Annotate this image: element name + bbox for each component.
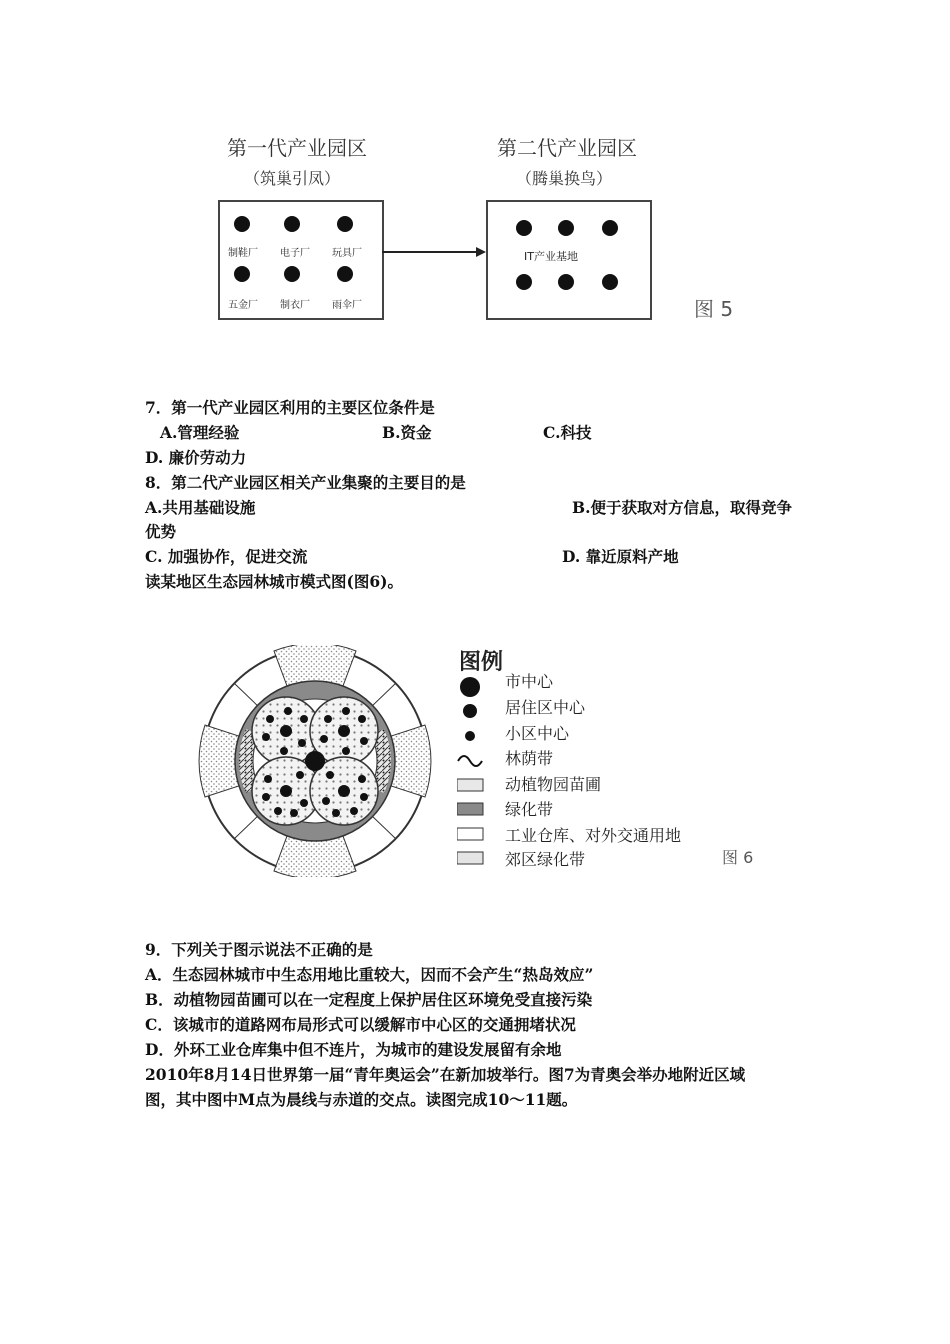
q8-option-d: D. 靠近原料产地 (562, 547, 679, 566)
legend-item-industry: 工业仓库、对外交通用地 (505, 826, 682, 845)
q9-stem: 9．下列关于图示说法不正确的是 (145, 940, 373, 959)
city-center-symbol-icon (460, 677, 480, 697)
second-gen-park-box (486, 200, 652, 320)
fig5-caption: 图 5 (694, 297, 734, 321)
residential-center-symbol-icon (463, 704, 477, 718)
q9-option-d: D．外环工业仓库集中但不连片，为城市的建设发展留有余地 (145, 1040, 562, 1059)
factory-label: 五金厂 (228, 300, 258, 311)
enterprise-dot (558, 220, 574, 236)
fig5-right-subtitle: （腾巢换鸟） (516, 169, 613, 188)
q8-option-b-cont: 优势 (145, 522, 177, 541)
neighborhood-center-symbol-icon (465, 731, 475, 741)
green-belt-symbol-icon (457, 803, 483, 815)
factory-dot (337, 216, 353, 232)
eco-city-model-diagram (190, 645, 440, 877)
q8-stem: 8．第二代产业园区相关产业集聚的主要目的是 (145, 473, 466, 492)
q8-option-b: B.便于获取对方信息，取得竞争 (572, 498, 792, 517)
enterprise-dot (516, 220, 532, 236)
fig6-intro: 读某地区生态园林城市模式图(图6)。 (145, 572, 403, 591)
enterprise-dot (558, 274, 574, 290)
transition-arrow (380, 244, 488, 260)
q10-intro-line1: 2010年8月14日世界第一届“青年奥运会”在新加坡举行。图7为青奥会举办地附近区域 (145, 1065, 746, 1084)
tree-belt-symbol-icon (458, 756, 482, 766)
legend-item-zoo-nursery: 动植物园苗圃 (505, 775, 602, 794)
fig5-left-title: 第一代产业园区 (227, 136, 367, 160)
factory-label: 制鞋厂 (228, 248, 258, 259)
legend-item-green-belt: 绿化带 (505, 800, 554, 819)
enterprise-dot (516, 274, 532, 290)
legend-title: 图例 (459, 650, 504, 675)
fig5-right-title: 第二代产业园区 (497, 136, 637, 160)
factory-label: 雨伞厂 (332, 300, 362, 311)
q9-option-a: A．生态园林城市中生态用地比重较大，因而不会产生“热岛效应” (145, 965, 594, 984)
first-gen-park-box (218, 200, 384, 320)
suburb-green-symbol-icon (457, 852, 483, 864)
q8-option-a: A.共用基础设施 (145, 498, 256, 517)
fig5-left-subtitle: （筑巢引凤） (244, 169, 341, 188)
q7-option-d: D. 廉价劳动力 (145, 448, 247, 467)
q7-option-a: A.管理经验 (160, 423, 240, 442)
zoo-nursery-symbol-icon (457, 779, 483, 791)
q9-option-c: C．该城市的道路网布局形式可以缓解市中心区的交通拥堵状况 (145, 1015, 576, 1034)
q9-option-b: B．动植物园苗圃可以在一定程度上保护居住区环境免受直接污染 (145, 990, 593, 1009)
factory-dot (337, 266, 353, 282)
factory-label: 玩具厂 (332, 248, 362, 259)
legend-item-neighborhood-center: 小区中心 (505, 724, 570, 743)
industry-symbol-icon (457, 828, 483, 840)
legend-symbols (457, 675, 487, 887)
legend-item-residential-center: 居住区中心 (505, 698, 586, 717)
q7-stem: 7．第一代产业园区利用的主要区位条件是 (145, 398, 435, 417)
factory-dot (284, 216, 300, 232)
factory-label: 电子厂 (280, 248, 310, 259)
enterprise-dot (602, 274, 618, 290)
enterprise-dot (602, 220, 618, 236)
it-base-label: IT产业基地 (524, 250, 578, 263)
q7-option-b: B.资金 (382, 423, 432, 442)
fig6-caption: 图 6 (722, 848, 754, 867)
legend-item-suburb-green: 郊区绿化带 (505, 850, 586, 869)
factory-dot (234, 266, 250, 282)
legend-item-city-center: 市中心 (505, 672, 554, 691)
q10-intro-line2: 图，其中图中M点为晨线与赤道的交点。读图完成10～11题。 (145, 1090, 578, 1109)
fig6-legend (455, 645, 715, 875)
factory-label: 制衣厂 (280, 300, 310, 311)
q8-option-c: C. 加强协作，促进交流 (145, 547, 308, 566)
q7-option-c: C.科技 (543, 423, 592, 442)
factory-dot (284, 266, 300, 282)
legend-item-tree-belt: 林荫带 (505, 749, 554, 768)
factory-dot (234, 216, 250, 232)
